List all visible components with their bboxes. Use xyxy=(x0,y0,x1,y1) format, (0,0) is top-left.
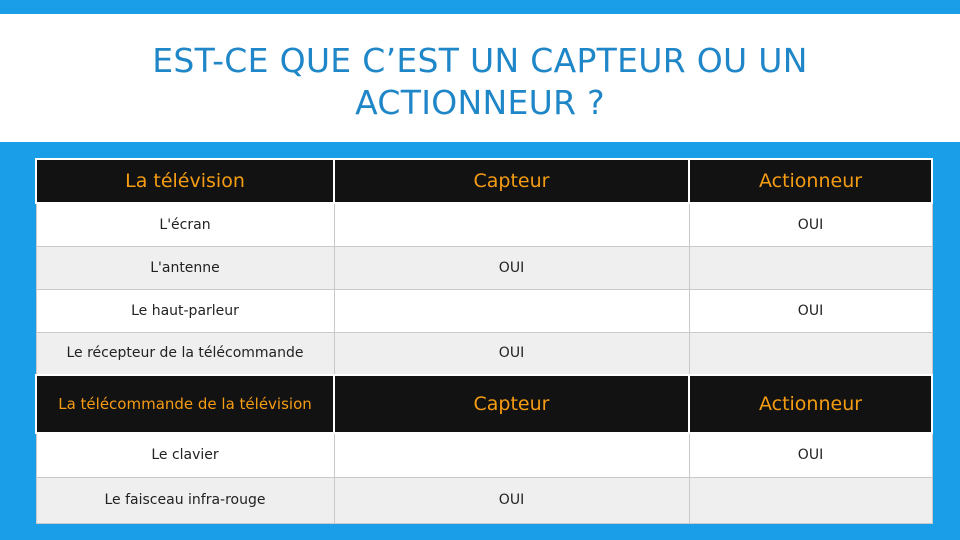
slide-title xyxy=(100,40,860,124)
table-row xyxy=(36,246,932,289)
header-device: La télécommande de la télévision xyxy=(36,375,334,433)
header-sensor: Capteur xyxy=(334,159,689,203)
sensor-cell: OUI xyxy=(334,332,689,375)
table-row xyxy=(36,203,932,246)
classification-table xyxy=(35,158,933,524)
header-sensor: Capteur xyxy=(334,375,689,433)
actuator-cell xyxy=(689,477,932,523)
row-label: Le clavier xyxy=(36,433,334,477)
header-device: La télévision xyxy=(36,159,334,203)
title-line-2: ACTIONNEUR ? xyxy=(355,83,605,122)
actuator-cell xyxy=(689,246,932,289)
table-row xyxy=(36,433,932,477)
table-header-row xyxy=(36,375,932,433)
sensor-cell xyxy=(334,203,689,246)
header-actuator: Actionneur xyxy=(689,159,932,203)
sensor-cell: OUI xyxy=(334,246,689,289)
actuator-cell xyxy=(689,332,932,375)
row-label: Le récepteur de la télécommande xyxy=(36,332,334,375)
table-row xyxy=(36,289,932,332)
title-line-1: EST-CE QUE C’EST UN CAPTEUR OU UN xyxy=(152,41,808,80)
table-row xyxy=(36,332,932,375)
sensor-cell: OUI xyxy=(334,477,689,523)
header-actuator: Actionneur xyxy=(689,375,932,433)
row-label: L'écran xyxy=(36,203,334,246)
row-label: L'antenne xyxy=(36,246,334,289)
sensor-cell xyxy=(334,433,689,477)
actuator-cell: OUI xyxy=(689,203,932,246)
table-row xyxy=(36,477,932,523)
row-label: Le faisceau infra-rouge xyxy=(36,477,334,523)
table-header-row xyxy=(36,159,932,203)
row-label: Le haut-parleur xyxy=(36,289,334,332)
actuator-cell: OUI xyxy=(689,433,932,477)
sensor-cell xyxy=(334,289,689,332)
actuator-cell: OUI xyxy=(689,289,932,332)
